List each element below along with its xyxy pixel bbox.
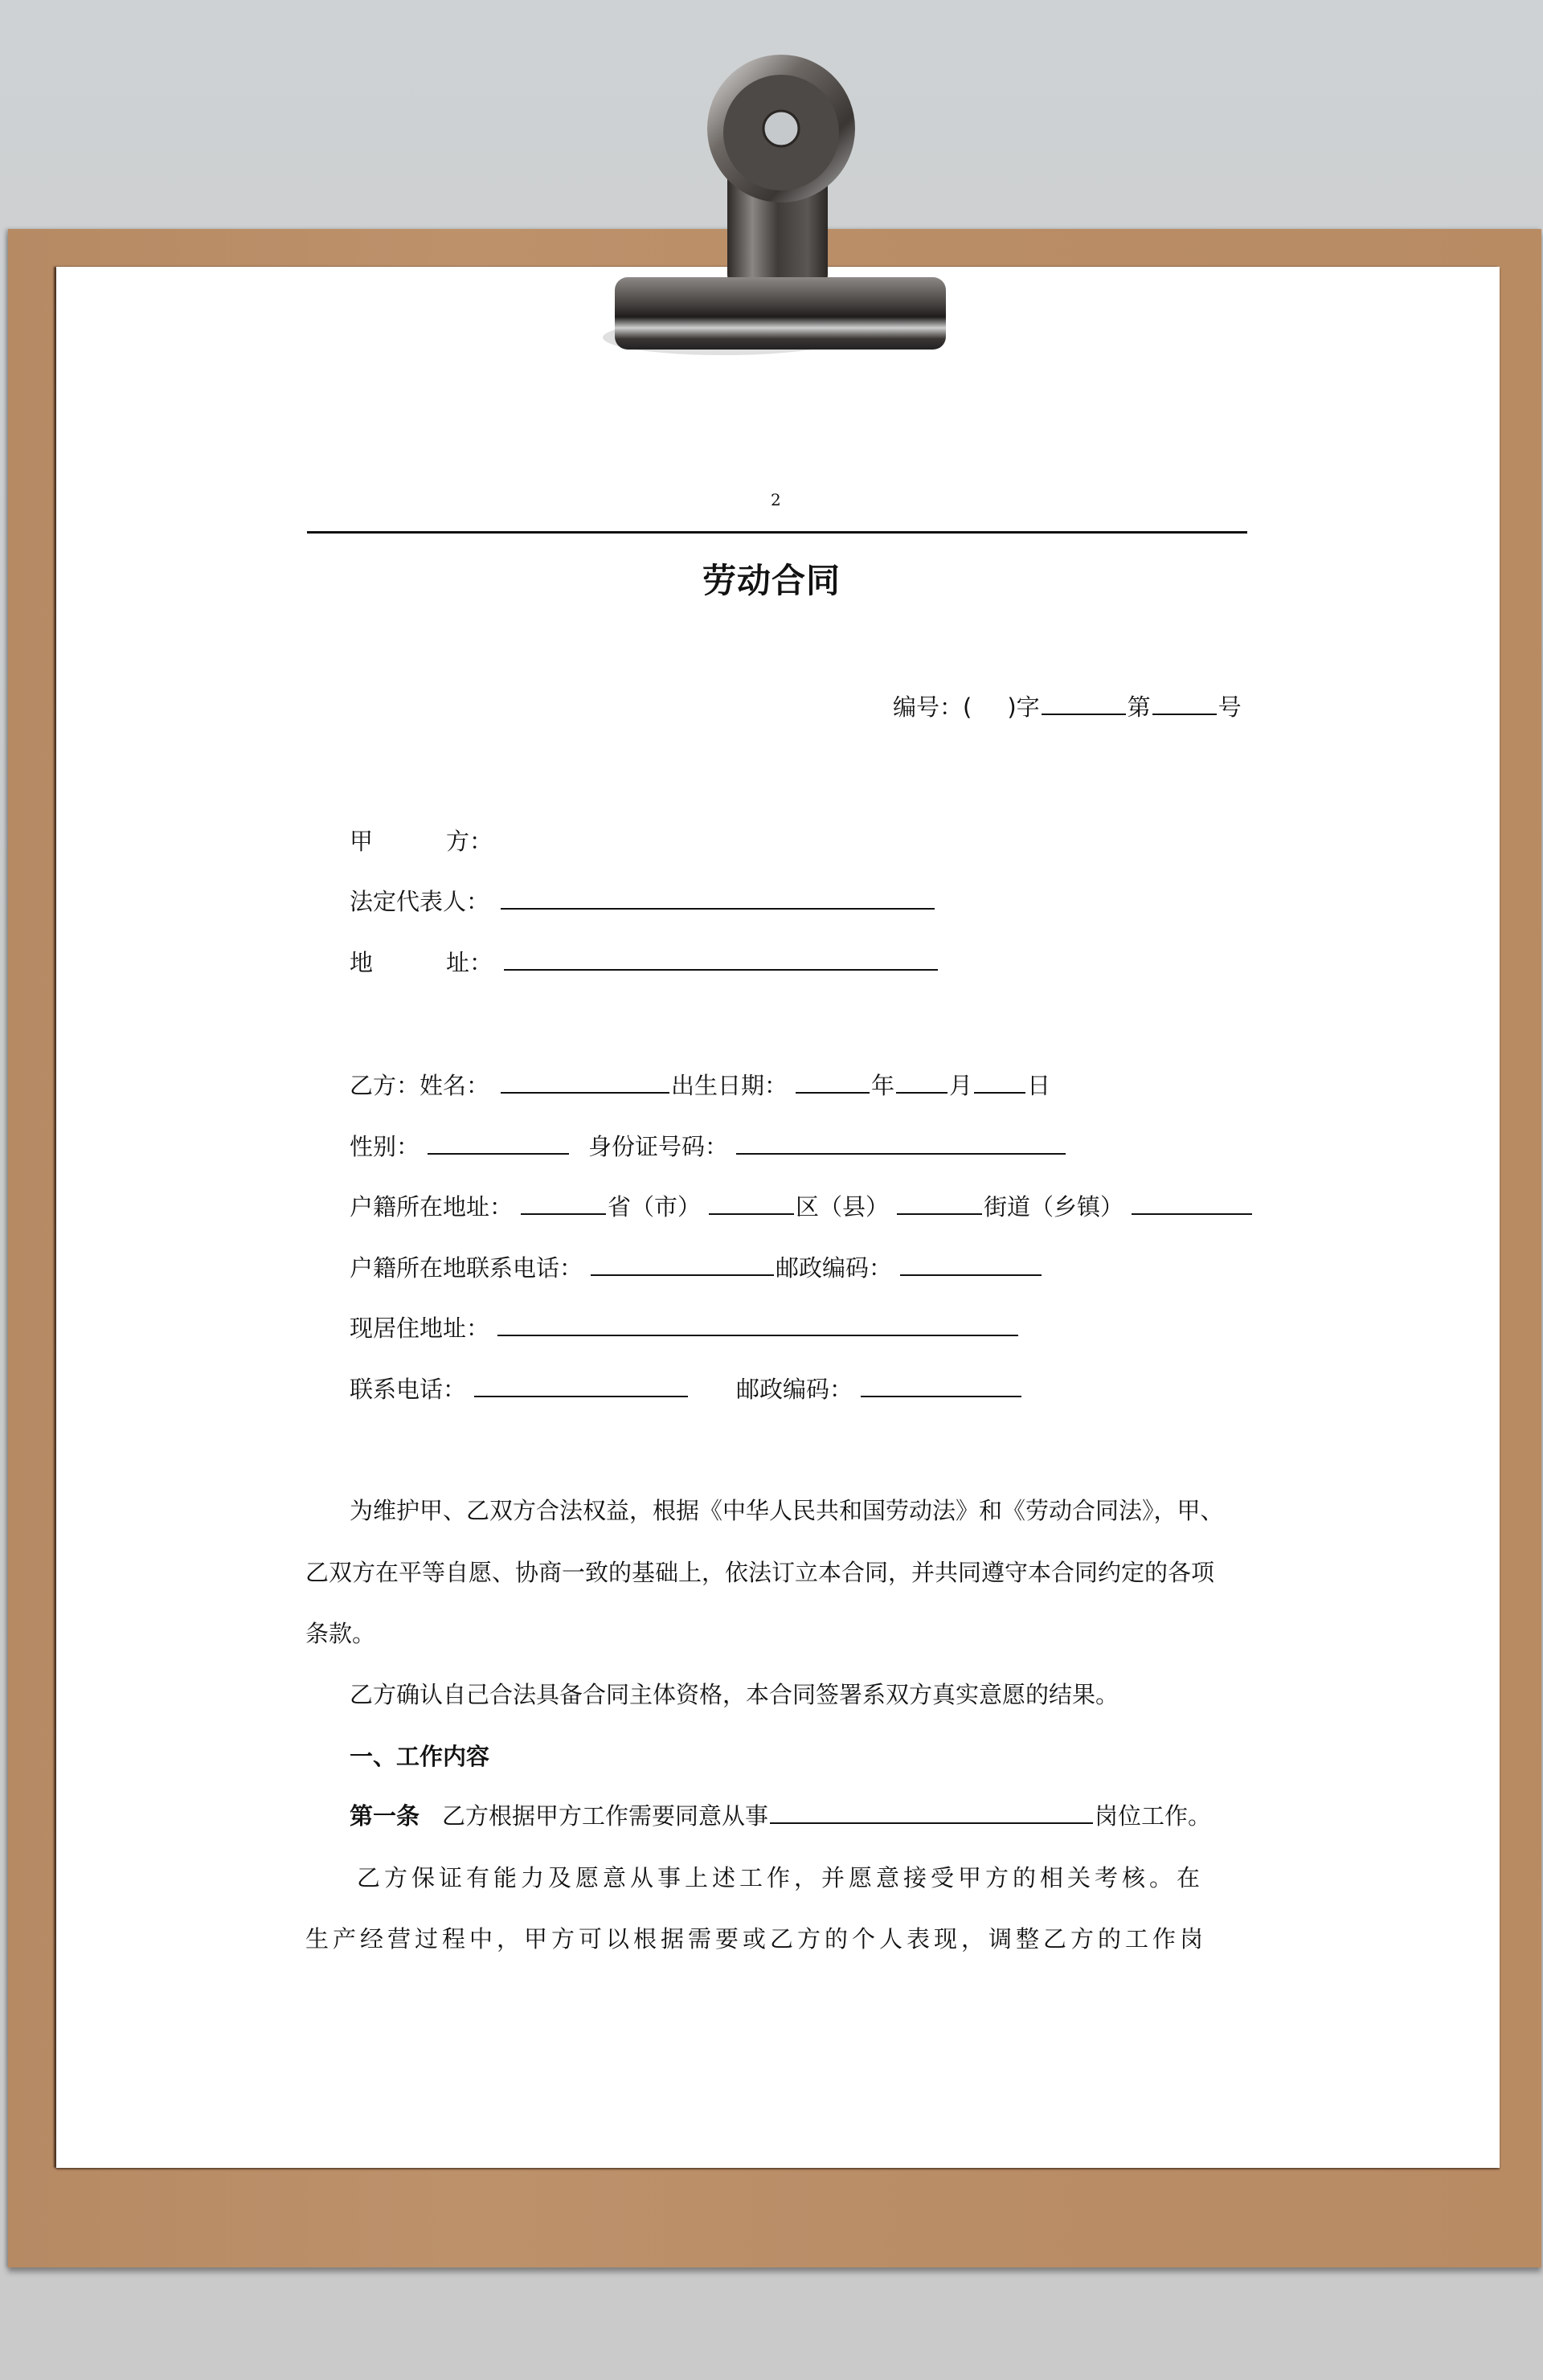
current-address-blank[interactable]	[497, 1334, 1018, 1336]
party-b-name-blank[interactable]	[501, 1091, 669, 1094]
district-label: 区（县）	[796, 1193, 890, 1221]
postcode-blank-2[interactable]	[861, 1395, 1021, 1397]
current-address-label: 现居住地址：	[350, 1315, 490, 1342]
gender-id-row	[350, 1135, 1067, 1159]
hukou-phone-blank[interactable]	[591, 1274, 774, 1276]
birth-year-blank[interactable]	[796, 1091, 870, 1094]
party-a-address-label-2: 址：	[446, 949, 493, 976]
gender-label: 性别：	[350, 1133, 420, 1160]
serial-number-line	[893, 693, 1242, 721]
legal-rep-blank[interactable]	[501, 907, 935, 910]
birth-year-label: 年	[871, 1072, 895, 1099]
article-1-para-line-1: 乙方保证有能力及愿意从事上述工作，并愿意接受甲方的相关考核。在	[357, 1864, 1205, 1891]
party-b-name-row	[350, 1074, 1050, 1098]
gender-blank[interactable]	[428, 1152, 569, 1155]
article-1-text: 乙方根据甲方工作需要同意从事	[442, 1802, 769, 1830]
serial-di: 第	[1127, 693, 1151, 721]
street-label: 街道（乡镇）	[984, 1193, 1124, 1221]
serial-close: )字	[1007, 693, 1040, 721]
hukou-address-row	[350, 1193, 1254, 1221]
street-blank[interactable]	[897, 1212, 982, 1215]
serial-label: 编号：(	[893, 693, 972, 721]
clip-ring-hole	[763, 111, 799, 146]
birth-day-blank[interactable]	[974, 1091, 1025, 1094]
party-a-label-2: 方：	[446, 828, 493, 855]
phone-label: 联系电话：	[350, 1376, 467, 1403]
section-heading: 一、工作内容	[350, 1743, 490, 1770]
position-blank[interactable]	[770, 1822, 1093, 1824]
clip-bar	[615, 277, 946, 350]
legal-rep-label: 法定代表人：	[350, 888, 490, 915]
province-blank[interactable]	[521, 1212, 606, 1215]
birth-month-blank[interactable]	[896, 1091, 947, 1094]
hukou-phone-row	[350, 1254, 1043, 1282]
party-a-address-label-1: 地	[350, 949, 374, 976]
article-1-row	[350, 1802, 1212, 1830]
postcode-label-1: 邮政编码：	[776, 1254, 893, 1282]
phone-blank[interactable]	[474, 1395, 688, 1397]
postcode-blank-1[interactable]	[900, 1274, 1042, 1276]
article-1-para-line-2: 生产经营过程中，甲方可以根据需要或乙方的个人表现，调整乙方的工作岗	[305, 1925, 1208, 1953]
hukou-phone-label: 户籍所在地联系电话：	[350, 1254, 583, 1282]
hukou-address-label: 户籍所在地址：	[350, 1193, 514, 1221]
hukou-detail-blank[interactable]	[1132, 1212, 1252, 1215]
document-title: 劳动合同	[702, 561, 841, 600]
serial-hao: 号	[1218, 693, 1242, 721]
current-address-row	[350, 1317, 1020, 1340]
birth-month-label: 月	[949, 1072, 973, 1099]
party-a-address-row	[446, 951, 939, 975]
header-rule	[307, 531, 1247, 534]
id-number-label: 身份证号码：	[588, 1133, 729, 1160]
party-a-label-1: 甲	[350, 828, 374, 855]
party-a-address-blank[interactable]	[504, 968, 938, 971]
preamble-line-1: 为维护甲、乙双方合法权益，根据《中华人民共和国劳动法》和《劳动合同法》，甲、	[350, 1497, 1224, 1524]
phone-row	[350, 1378, 1023, 1401]
article-1-end: 岗位工作。	[1095, 1802, 1212, 1830]
preamble-line-4: 乙方确认自己合法具备合同主体资格，本合同签署系双方真实意愿的结果。	[350, 1681, 1119, 1708]
birth-day-label: 日	[1027, 1072, 1051, 1099]
birth-label: 出生日期：	[671, 1072, 788, 1099]
serial-blank-1[interactable]	[1042, 713, 1126, 715]
id-number-blank[interactable]	[736, 1152, 1066, 1155]
preamble-line-2: 乙双方在平等自愿、协商一致的基础上，依法订立本合同，并共同遵守本合同约定的各项	[305, 1559, 1215, 1586]
preamble-line-3: 条款。	[305, 1620, 376, 1647]
legal-rep-row	[350, 890, 936, 914]
page-number: 2	[771, 490, 781, 509]
province-label: 省（市）	[608, 1193, 702, 1221]
party-b-name-label: 乙方：姓名：	[350, 1072, 490, 1099]
district-blank[interactable]	[709, 1212, 794, 1215]
postcode-label-2: 邮政编码：	[736, 1376, 853, 1403]
serial-blank-2[interactable]	[1152, 713, 1217, 715]
article-1-label: 第一条	[350, 1802, 420, 1830]
